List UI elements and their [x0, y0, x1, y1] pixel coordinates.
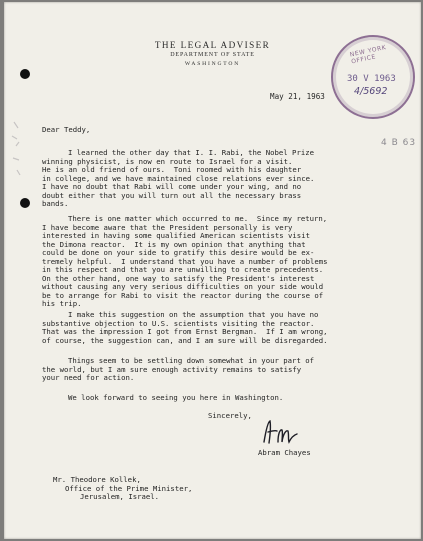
- text-line: winning physicist, is now en route to Israel for a visit.: [42, 156, 293, 166]
- paragraph: [42, 357, 382, 383]
- text-line: in this respect and that you are unwilling to create precedents.: [42, 265, 324, 275]
- text-line: the world, but I am sure enough activity remains to satisfy: [42, 364, 302, 374]
- margin-smudge: [8, 118, 38, 188]
- letter-date: May 21, 1963: [270, 92, 325, 101]
- stamp-ring-text: NEW YORK OFFICE: [349, 43, 387, 66]
- received-stamp: [331, 35, 415, 119]
- text-line: of course, the suggestion can, and I am sure will be disregarded.: [42, 335, 328, 345]
- text-line: tremely helpful. I understand that you have a number of problems: [42, 256, 328, 266]
- closing: Sincerely,: [208, 411, 252, 420]
- letterhead-title: THE LEGAL ADVISER: [154, 40, 271, 50]
- paragraph: [42, 394, 382, 403]
- address-line: Mr. Theodore Kollek,: [53, 475, 141, 484]
- text-line: his trip.: [42, 299, 82, 309]
- recipient-address: [53, 476, 192, 502]
- stamp-date: 30 V 1963: [347, 74, 396, 84]
- text-line: I have become aware that the President personally is very: [42, 222, 293, 232]
- paragraph: [42, 215, 382, 309]
- letter-page: [4, 2, 421, 539]
- paragraph: [42, 149, 382, 209]
- text-line: Things seem to be settling down somewhat in your part of: [68, 356, 315, 365]
- text-line: substantive objection to U.S. scientists visiting the reactor.: [42, 318, 315, 328]
- text-line: be to arrange for Rabi to visit the reactor during the course of: [42, 290, 324, 300]
- text-line: could be done on your side to gratify this desire would be ex-: [42, 248, 315, 258]
- text-line: There is one matter which occurred to me. Since my return,: [68, 214, 328, 223]
- text-line: bands.: [42, 199, 69, 209]
- text-line: On the other hand, one way to satisfy the President's interest: [42, 273, 315, 283]
- paragraph: [42, 311, 382, 345]
- address-line: Office of the Prime Minister,: [65, 483, 193, 493]
- margin-note: 4 B 63: [381, 138, 417, 148]
- signer-name: Abram Chayes: [258, 448, 311, 457]
- handwritten-signature: [258, 418, 302, 446]
- text-line: in college, and we have maintained close relations ever since.: [42, 173, 315, 183]
- text-line: interested in having some qualified American scientists visit: [42, 231, 310, 241]
- text-line: We look forward to seeing you here in Washington.: [68, 393, 284, 402]
- salutation: Dear Teddy,: [42, 125, 91, 134]
- text-line: That was the impression I got from Ernst Bergman. If I am wrong,: [42, 327, 328, 337]
- punch-hole: [20, 198, 30, 208]
- text-line: I have no doubt that Rabi will come under your wing, and no: [42, 182, 302, 192]
- stamp-number: 4/5692: [354, 86, 388, 97]
- punch-hole: [20, 69, 30, 79]
- letterhead-city: WASHINGTON: [184, 61, 241, 67]
- text-line: your need for action.: [42, 373, 135, 383]
- text-line: He is an old friend of ours. Toni roomed with his daughter: [42, 165, 302, 175]
- letterhead-department: DEPARTMENT OF STATE: [170, 52, 255, 58]
- address-line: Jerusalem, Israel.: [80, 492, 160, 502]
- text-line: I learned the other day that I. I. Rabi, the Nobel Prize: [68, 148, 315, 157]
- text-line: without causing any very serious difficulties on your side would: [42, 282, 324, 292]
- text-line: I make this suggestion on the assumption that you have no: [68, 310, 319, 319]
- text-line: doubt either that you will turn out all the necessary brass: [42, 190, 302, 200]
- text-line: the Dimona reactor. It is my own opinion that anything that: [42, 239, 306, 249]
